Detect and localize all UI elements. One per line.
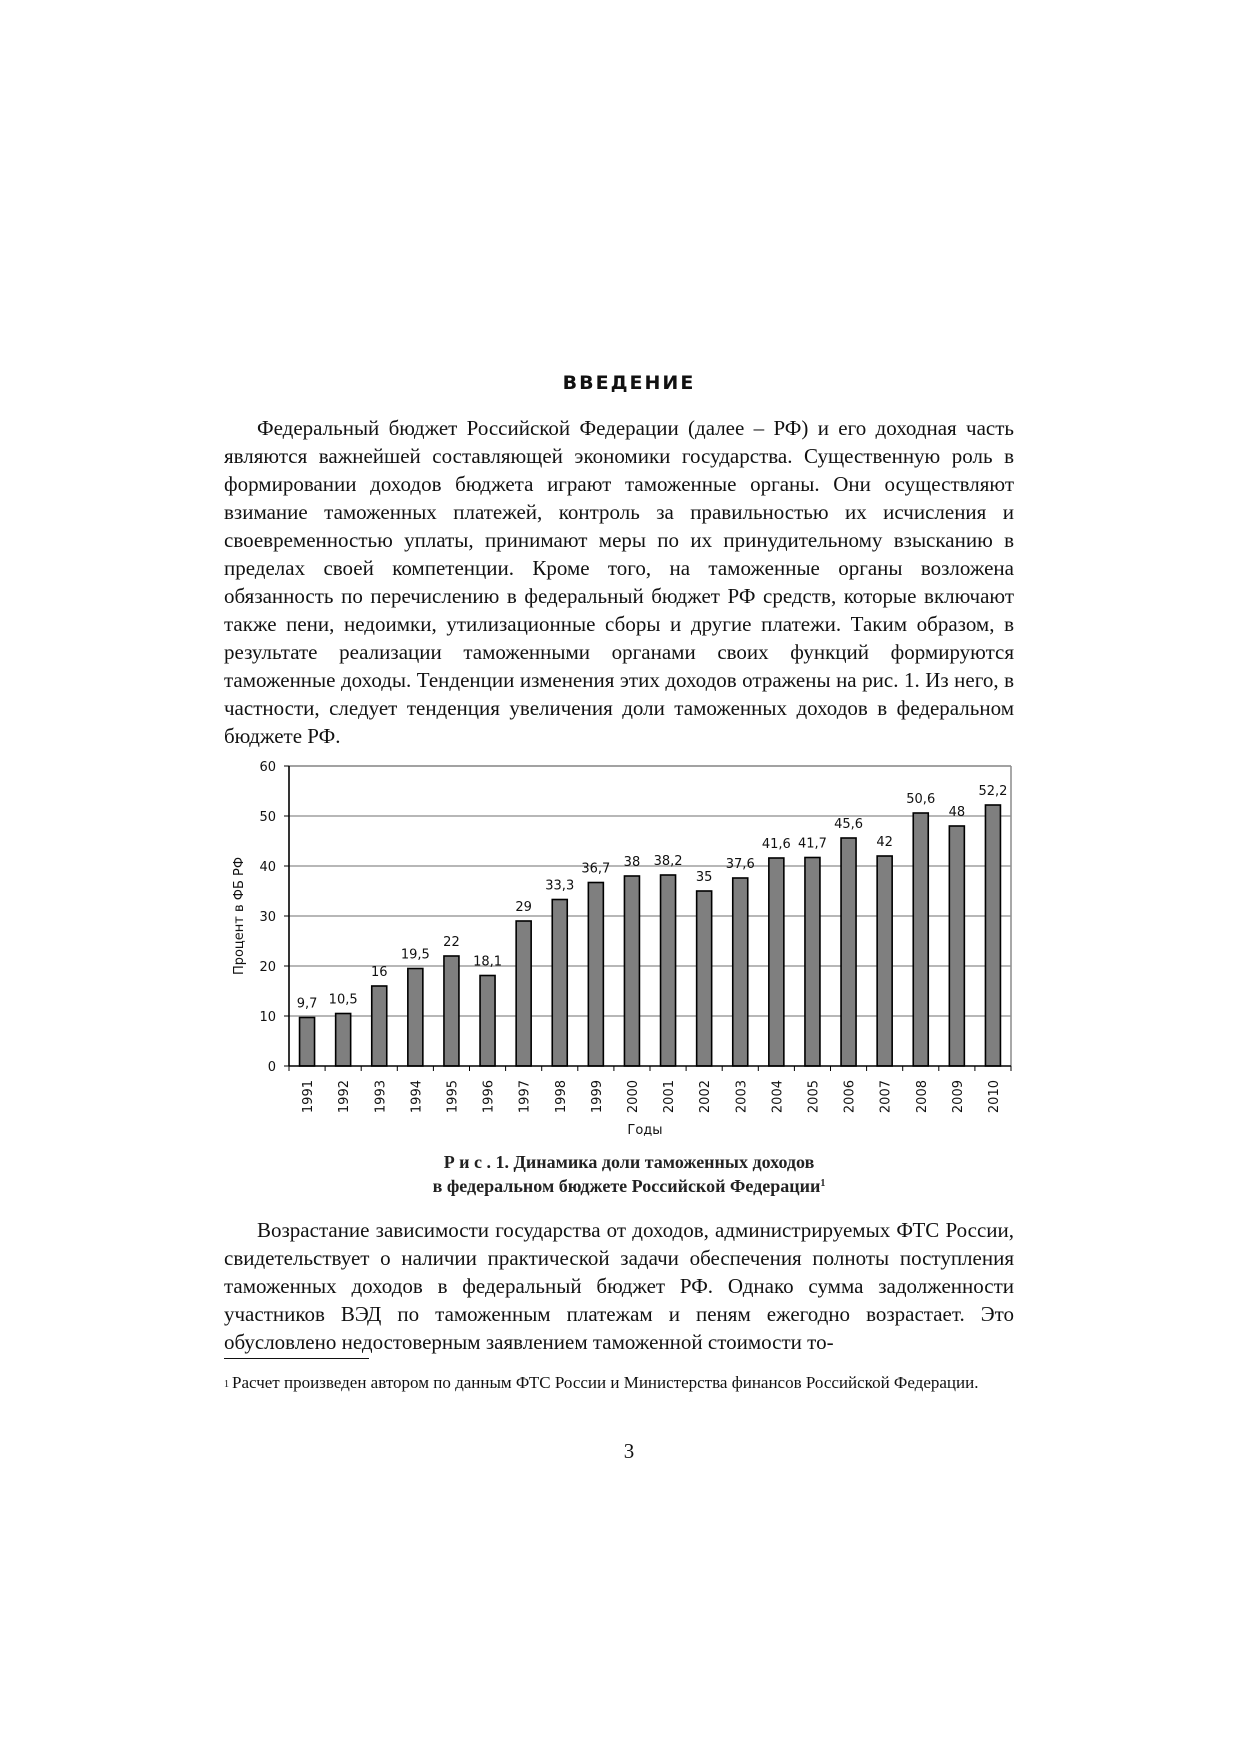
data-label: 33,3 bbox=[545, 878, 575, 894]
data-label: 36,7 bbox=[581, 861, 611, 877]
bar-2001 bbox=[661, 875, 676, 1066]
data-label: 29 bbox=[515, 900, 532, 915]
section-heading: ВВЕДЕНИЕ bbox=[562, 372, 696, 394]
x-tick-label: 2001 bbox=[662, 1080, 678, 1114]
y-tick-label: 0 bbox=[267, 1060, 276, 1075]
data-label: 16 bbox=[370, 965, 388, 980]
page-number: 3 bbox=[623, 1439, 635, 1463]
bar-2000 bbox=[624, 876, 639, 1066]
y-tick-label: 30 bbox=[259, 910, 276, 925]
x-tick-label: 2009 bbox=[950, 1080, 966, 1114]
data-label: 22 bbox=[443, 935, 460, 950]
bar-1996 bbox=[480, 976, 495, 1067]
data-label: 10,5 bbox=[328, 992, 358, 1008]
figure-caption bbox=[0, 1150, 1258, 1198]
bar-2008 bbox=[913, 813, 928, 1066]
data-label: 38,2 bbox=[653, 854, 683, 869]
x-tick-label: 2003 bbox=[734, 1080, 750, 1114]
data-label: 37,6 bbox=[725, 857, 755, 872]
x-tick-label: 2010 bbox=[986, 1080, 1002, 1114]
x-tick-label: 2005 bbox=[806, 1080, 822, 1114]
data-label: 38 bbox=[623, 855, 641, 870]
data-label: 52,2 bbox=[978, 784, 1008, 799]
bar-1994 bbox=[408, 969, 423, 1067]
bar-2009 bbox=[949, 826, 964, 1066]
bar-1997 bbox=[516, 921, 531, 1066]
x-tick-label: 2002 bbox=[698, 1080, 714, 1114]
data-label: 18,1 bbox=[473, 954, 503, 970]
bar-2006 bbox=[841, 838, 856, 1066]
data-label: 48 bbox=[948, 805, 966, 820]
data-label: 42 bbox=[876, 835, 893, 850]
data-label: 50,6 bbox=[906, 792, 936, 807]
bar-1992 bbox=[336, 1014, 351, 1067]
bar-1991 bbox=[300, 1018, 315, 1067]
y-axis-label: Процент в ФБ РФ bbox=[232, 856, 247, 976]
x-tick-label: 1993 bbox=[373, 1080, 389, 1114]
bar-2003 bbox=[733, 878, 748, 1066]
bar-2004 bbox=[769, 858, 784, 1066]
y-tick-label: 10 bbox=[259, 1010, 276, 1025]
x-tick-label: 1992 bbox=[337, 1080, 353, 1114]
caption-line-2 bbox=[0, 1174, 1258, 1198]
x-tick-label: 2006 bbox=[842, 1080, 858, 1114]
bar-2005 bbox=[805, 858, 820, 1067]
x-tick-label: 1998 bbox=[553, 1080, 569, 1114]
x-tick-label: 2000 bbox=[625, 1080, 641, 1114]
x-tick-label: 1997 bbox=[517, 1080, 533, 1114]
bar-1993 bbox=[372, 986, 387, 1066]
data-label: 41,6 bbox=[761, 837, 791, 852]
bar-1998 bbox=[552, 900, 567, 1067]
x-axis-label: Годы bbox=[627, 1123, 663, 1138]
data-label: 35 bbox=[695, 870, 713, 885]
y-tick-label: 50 bbox=[259, 810, 276, 825]
data-label: 9,7 bbox=[296, 996, 318, 1012]
footnote bbox=[224, 1368, 1014, 1397]
bar-2002 bbox=[697, 891, 712, 1066]
bar-2007 bbox=[877, 856, 892, 1066]
footnote-mark: 1 bbox=[224, 1379, 229, 1390]
x-tick-label: 1991 bbox=[301, 1080, 317, 1114]
data-label: 45,6 bbox=[834, 817, 864, 832]
caption-line-2-text: в федеральном бюджете Российской Федерации bbox=[432, 1176, 821, 1196]
paragraph-intro: Федеральный бюджет Российской Федерации (далее – РФ) и его доходная часть являются важнейшей составляющей экономики государства. Существенную роль в формировании доходов бюджета играют таможенные органы. Они осуществляют взимание таможенных платежей, контроль за правильностью их исчисления и своевременностью уплаты, принимают меры по их принудительному взысканию в пределах своей компетенции. Кроме того, на таможенные органы возложена обязанность по перечислению в федеральный бюджет РФ средств, которые включают также пени, недоимки, утилизационные сборы и другие платежи. Таким образом, в результате реализации таможенными органами своих функций формируются таможенные доходы. Тенденции изменения этих доходов отражены на рис. 1. Из него, в частности, следует тенденция увеличения доли таможенных доходов в федеральном бюджете РФ. bbox=[224, 416, 1014, 748]
x-tick-label: 1999 bbox=[589, 1080, 605, 1114]
x-tick-label: 2008 bbox=[914, 1080, 930, 1114]
x-tick-label: 1994 bbox=[409, 1080, 425, 1114]
caption-footnote-mark: 1 bbox=[820, 1178, 826, 1189]
x-tick-label: 2007 bbox=[878, 1080, 894, 1114]
x-tick-label: 1996 bbox=[481, 1080, 497, 1114]
footnote-divider bbox=[224, 1358, 369, 1359]
caption-line-1: Р и с . 1. Динамика доли таможенных доходов bbox=[443, 1152, 815, 1172]
data-label: 41,7 bbox=[797, 836, 827, 852]
data-label: 19,5 bbox=[400, 947, 430, 963]
footnote-text: Расчет произведен автором по данным ФТС России и Министерства финансов Российской Федерации. bbox=[232, 1373, 979, 1392]
paragraph-body: Возрастание зависимости государства от доходов, администрируемых ФТС России, свидетельствует о наличии практической задачи обеспечения полноты поступления таможенных доходов в федеральный бюджет РФ. Однако сумма задолженности участников ВЭД по таможенным платежам и пеням ежегодно возрастает. Это обусловлено недостоверным заявлением таможенной стоимости то- bbox=[224, 1218, 1014, 1354]
y-tick-label: 20 bbox=[259, 960, 276, 975]
x-tick-label: 1995 bbox=[445, 1080, 461, 1114]
x-tick-label: 2004 bbox=[770, 1080, 786, 1114]
y-tick-label: 60 bbox=[259, 760, 276, 775]
bar-1995 bbox=[444, 956, 459, 1066]
bar-1999 bbox=[588, 883, 603, 1067]
bar-2010 bbox=[985, 805, 1000, 1066]
y-tick-label: 40 bbox=[259, 860, 276, 875]
